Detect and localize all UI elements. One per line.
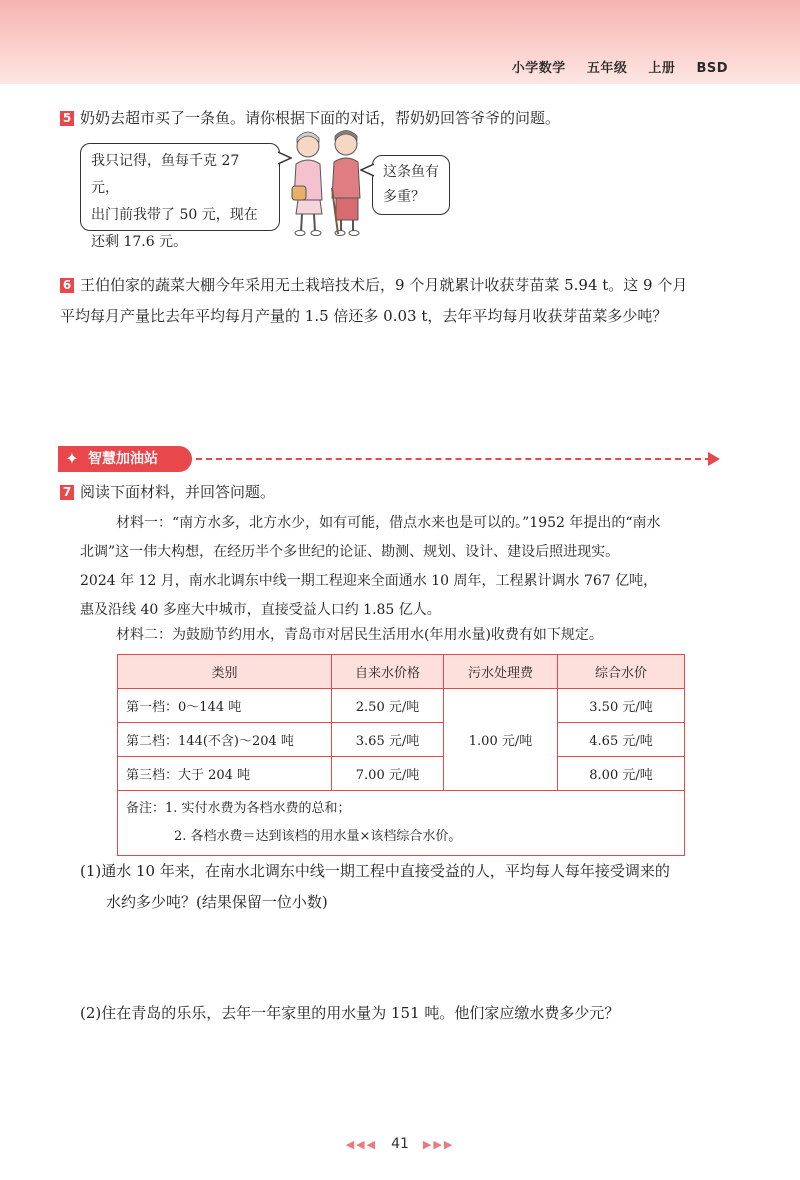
- question-6: [60, 270, 740, 332]
- arrow-right-icon: [708, 452, 720, 466]
- note-line: 备注：1. 实付水费为各档水费的总和；: [126, 801, 351, 816]
- table-header: 综合水价: [558, 655, 685, 689]
- material-line: 材料一：“南方水多，北方水少，如有可能，借点水来也是可以的。”1952 年提出的“南水: [116, 515, 661, 531]
- grandparents-illustration: [286, 128, 372, 240]
- table-header: 污水处理费: [444, 655, 558, 689]
- question-number: 7: [60, 485, 74, 500]
- grandma-figure: [292, 132, 322, 236]
- question-number: 5: [60, 111, 74, 126]
- table-note: [118, 791, 685, 856]
- material-line: 2024 年 12 月，南水北调东中线一期工程迎来全面通水 10 周年，工程累计调水 767 亿吨，: [80, 573, 658, 589]
- question-number: 6: [60, 278, 74, 293]
- table-cell: 8.00 元/吨: [558, 757, 685, 791]
- speech-line: 多重？: [383, 189, 425, 205]
- section-title: 智慧加油站: [88, 451, 158, 467]
- book-grade: 五年级: [586, 61, 628, 76]
- note-line: 2. 各档水费＝达到该档的用水量×该档综合水价。: [174, 829, 462, 844]
- table-row: [118, 689, 685, 723]
- table-cell: 第三档：大于 204 吨: [118, 757, 332, 791]
- table-cell: 第一档：0～144 吨: [118, 689, 332, 723]
- question-text: 阅读下面材料，并回答问题。: [80, 483, 276, 501]
- speech-line: 我只记得，鱼每千克 27 元，: [91, 153, 240, 196]
- material-line: 北调”这一伟大构想，在经历半个多世纪的论证、勘测、规划、设计、建设后照进现实。: [80, 544, 620, 560]
- table-cell: 7.00 元/吨: [332, 757, 444, 791]
- table-cell: 第二档：144(不含)～204 吨: [118, 723, 332, 757]
- table-cell: 4.65 元/吨: [558, 723, 685, 757]
- page-number: 41: [391, 1136, 409, 1152]
- table-note-row: [118, 791, 685, 856]
- section-divider: [196, 458, 711, 460]
- sewage-fee-cell: 1.00 元/吨: [444, 689, 558, 791]
- question-text-line: 6 王伯伯家的蔬菜大棚今年采用无土栽培技术后，9 个月就累计收获芽苗菜 5.94 t。这 9 个月: [60, 270, 740, 301]
- section-banner: [58, 446, 192, 472]
- speech-line: 出门前我带了 50 元，现在: [91, 207, 258, 223]
- table-row: [118, 757, 685, 791]
- sub-question-line: (1)通水 10 年来，在南水北调东中线一期工程中直接受益的人，平均每人每年接受调来的: [80, 862, 670, 880]
- prev-arrows-icon: ◀◀◀: [345, 1138, 378, 1151]
- water-price-table: [117, 654, 685, 856]
- material-two: [116, 621, 603, 650]
- material-line: 材料二：为鼓励节约用水，青岛市对居民生活用水(年用水量)收费有如下规定。: [116, 627, 603, 643]
- sub-question-line: (2)住在青岛的乐乐，去年一年家里的用水量为 151 吨。他们家应缴水费多少元？: [80, 1004, 620, 1022]
- grandma-speech-bubble: [80, 143, 280, 250]
- sub-question-2: [80, 998, 740, 1029]
- material-one: [80, 509, 740, 625]
- grandpa-speech-bubble: [372, 155, 450, 215]
- sub-question-line: 水约多少吨？(结果保留一位小数): [106, 893, 328, 911]
- book-info: [512, 57, 728, 76]
- book-volume: 上册: [648, 61, 676, 76]
- book-subject: 小学数学: [511, 61, 566, 76]
- lightbulb-icon: ✦: [65, 449, 79, 468]
- table-header: 类别: [118, 655, 332, 689]
- question-text: 奶奶去超市买了一条鱼。请你根据下面的对话，帮奶奶回答爷爷的问题。: [80, 109, 561, 127]
- table-cell: 2.50 元/吨: [332, 689, 444, 723]
- speech-line: 这条鱼有: [383, 164, 439, 180]
- book-edition: BSD: [696, 61, 728, 76]
- table-cell: 3.65 元/吨: [332, 723, 444, 757]
- table-row: [118, 723, 685, 757]
- page-footer: [0, 1136, 800, 1152]
- question-7: [60, 477, 275, 508]
- sub-question-1: [80, 856, 740, 918]
- grandpa-bubble-tail: [360, 162, 374, 180]
- table-header-row: [118, 655, 685, 689]
- material-line: 惠及沿线 40 多座大中城市，直接受益人口约 1.85 亿人。: [80, 602, 441, 618]
- table-header: 自来水价格: [332, 655, 444, 689]
- table-cell: 3.50 元/吨: [558, 689, 685, 723]
- speech-line: 还剩 17.6 元。: [91, 234, 188, 250]
- next-arrows-icon: ▶▶▶: [422, 1138, 455, 1151]
- question-text-line: 平均每月产量比去年平均每月产量的 1.5 倍还多 0.03 t，去年平均每月收获芽苗菜多少吨？: [60, 307, 668, 325]
- grandpa-figure: [332, 131, 360, 236]
